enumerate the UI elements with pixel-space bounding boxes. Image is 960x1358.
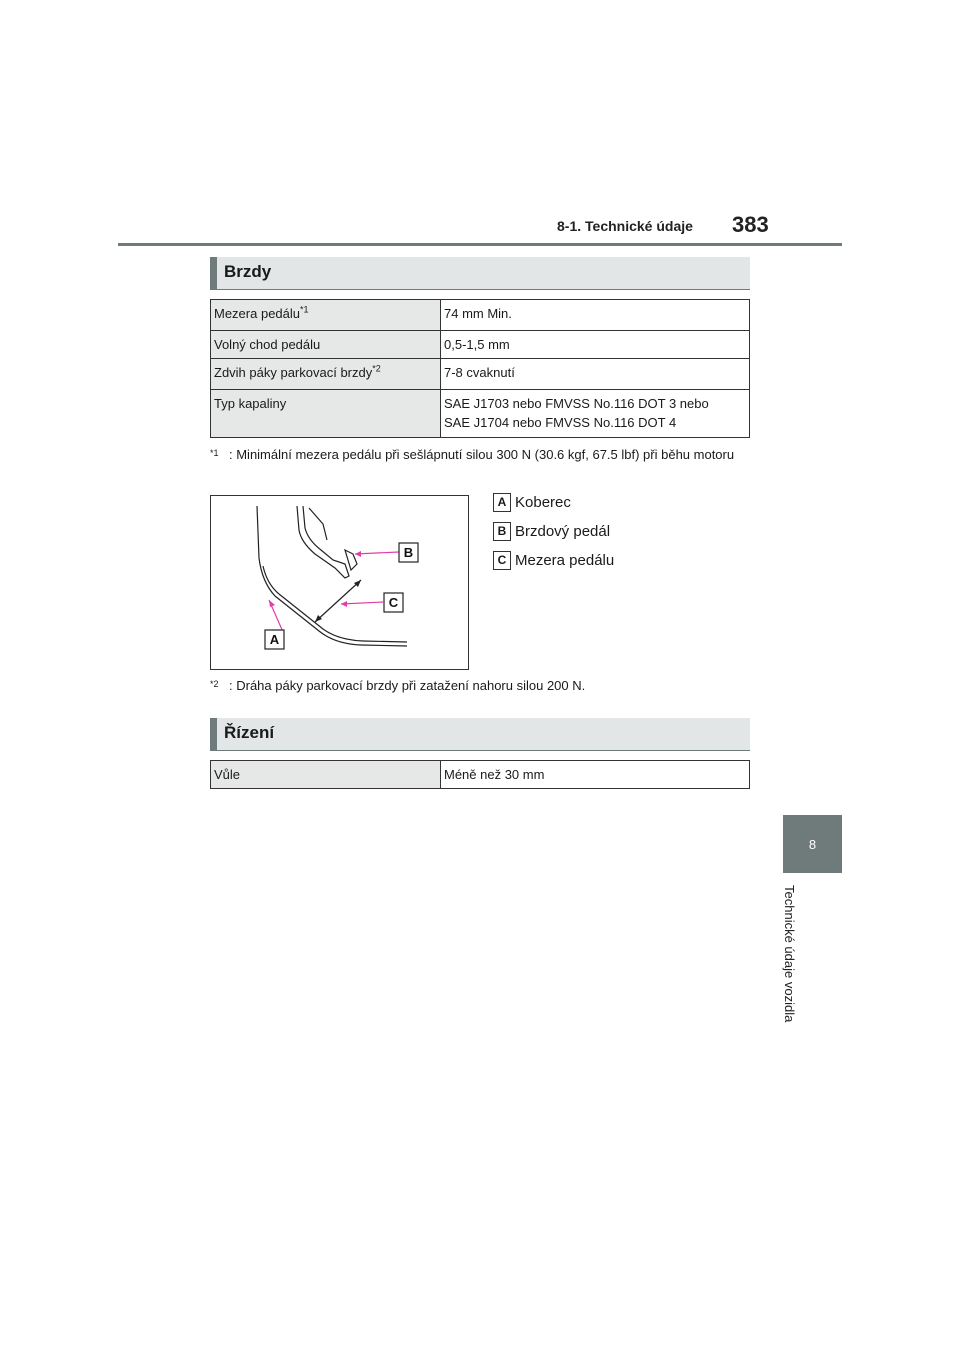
steering-spec-table [210,760,750,789]
spec-label: Zdvih páky parkovací brzdy$^{*2}$ [211,359,441,390]
spec-label: Mezera pedálu$^{*1}$ [211,300,441,331]
steering-section-header [210,718,750,751]
section-header-bar [210,718,217,750]
legend-item-pedal-gap [493,549,614,571]
spec-value: 0,5-1,5 mm [441,331,750,359]
chapter-number: 8 [808,836,817,852]
legend-item-brake-pedal [493,520,610,542]
legend-badge-a: A [493,493,511,512]
table-row [211,761,750,789]
spec-value: Méně než 30 mm [441,761,750,789]
legend-badge-c: C [493,551,511,570]
legend-label: Brzdový pedál [515,522,611,540]
footnote-2: *2 : Dráha páky parkovací brzdy při zatažení nahoru silou 200 N. [210,678,586,693]
pedal-illustration [211,496,468,669]
table-row [211,390,750,438]
steering-section-title: Řízení [224,723,275,742]
header-divider [118,243,842,246]
spec-label: Typ kapaliny [211,390,441,438]
brakes-section-title: Brzdy [224,262,272,281]
legend-item-carpet [493,491,571,513]
chapter-side-title [779,885,803,1045]
footnote-1: *1 : Minimální mezera pedálu při sešlápnutí silou 300 N (30.6 kgf, 67.5 lbf) při běhu motoru [210,447,735,462]
spec-value: 74 mm Min. [441,300,750,331]
callout-a: A [269,632,280,647]
callout-c: C [388,595,399,610]
legend-badge-b: B [493,522,511,541]
page-number: 383 [732,212,769,237]
legend-label: Mezera pedálu [515,551,615,569]
section-header-bar [210,257,217,289]
chapter-title-text: Technické údaje vozidla [782,885,797,1023]
chapter-tab[interactable] [783,815,842,873]
legend-label: Koberec [515,493,571,511]
brakes-section-header [210,257,750,290]
callout-b: B [403,545,414,560]
spec-label: Vůle [211,761,441,789]
table-row [211,359,750,390]
brakes-spec-table [210,299,750,438]
table-row [211,300,750,331]
spec-label: Volný chod pedálu [211,331,441,359]
spec-value: SAE J1703 nebo FMVSS No.116 DOT 3 nebo SAE J1704 nebo FMVSS No.116 DOT 4 [441,390,750,438]
spec-value: 7-8 cvaknutí [441,359,750,390]
section-title: 8-1. Technické údaje [557,218,693,234]
brake-pedal-diagram [210,495,469,670]
table-row [211,331,750,359]
